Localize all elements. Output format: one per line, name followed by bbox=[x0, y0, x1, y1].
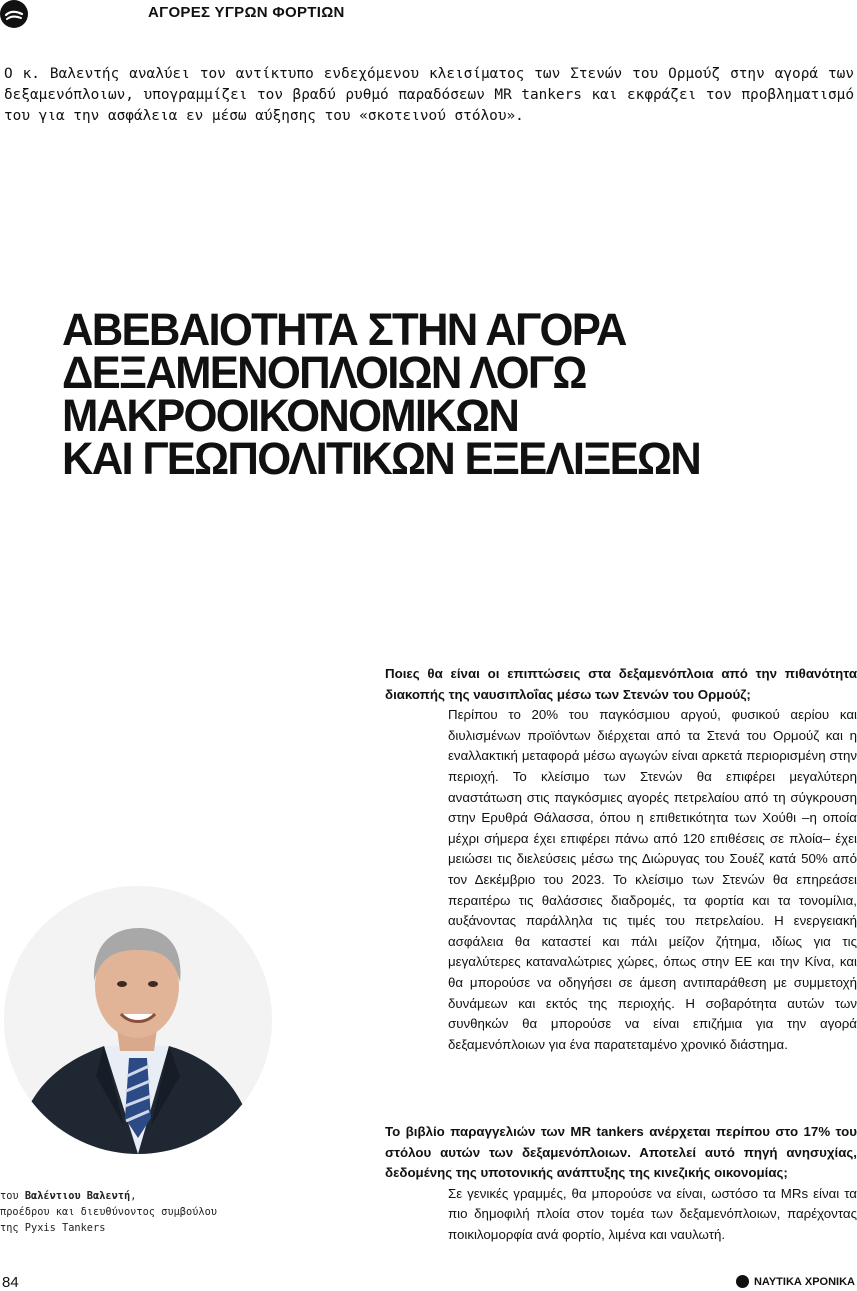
answer-1: Περίπου το 20% του παγκόσμιου αργού, φυσικού αερίου και διυλισμένων προϊόντων διέρχεται από τα Στενά του Ορμούζ και η εναλλακτική μεταφορά μέσω αγωγών είναι αρκετά περιορισμένη στην περιοχή. Το κλείσιμο των Στενών θα επιφέρει μεγαλύτερη αναστάτωση στις παγκόσμιες αγορές πετρελαίου από τη σύγκρουση στην Ερυθρά Θάλασσα, όπου η επιθετικότητα των Χούθι –η οποία μέχρι σήμερα έχει επιφέρει πάνω από 120 επιθέσεις σε πλοία– έχει μειώσει τις διελεύσεις μέσω της Διώρυγας του Σουέζ κατά 50% από τον Δεκέμβριο του 2023. Το κλείσιμο των Στενών θα επηρεάσει περαιτέρω τις θαλάσσιες διαδρομές, τα φορτία και τα τονομίλια, αυξάνοντας παράλληλα τις τιμές του πετρελαίου. Η ενεργειακή ασφάλεια θα καταστεί και πάλι μείζον ζήτημα, ιδίως για τις μεγαλύτερες καταναλώτριες χώρες, όπως στην ΕΕ και την Κίνα, και θα μπορούσε να οδηγήσει σε άμεση αντιπαράθεση με συμμετοχή δυνάμεων και εκτός της περιοχής. Η σοβαρότητα αυτών των συνθηκών θα μπορούσε να είναι επιζήμια για την αγορά δεξαμενόπλοιων για ένα παρατεταμένο χρονικό διάστημα. bbox=[448, 707, 857, 1052]
question-1: Ποιες θα είναι οι επιπτώσεις στα δεξαμενόπλοια από την πιθανότητα διακοπής της ναυσιπλοΐας μέσω των Στενών του Ορμούζ; bbox=[385, 666, 857, 702]
magazine-logo-icon bbox=[0, 0, 28, 28]
headline-line: ΜΑΚΡΟΟΙΚΟΝΟΜΙΚΩΝ bbox=[62, 390, 519, 441]
article-headline bbox=[62, 304, 828, 484]
page-number: 84 bbox=[2, 1274, 19, 1291]
interview-block-2 bbox=[385, 1122, 857, 1246]
photo-caption bbox=[0, 1188, 250, 1236]
headline-line: ΑΒΕΒΑΙΟΤΗΤΑ ΣΤΗΝ ΑΓΟΡΑ bbox=[62, 304, 626, 355]
question-2: Το βιβλίο παραγγελιών των MR tankers ανέρχεται περίπου στο 17% του στόλου αυτών των δεξαμενόπλοιων. Αποτελεί αυτό πηγή ανησυχίας, δεδομένης της υποτονικής ανάπτυξης της κινεζικής οικονομίας; bbox=[385, 1124, 857, 1181]
answer-2: Σε γενικές γραμμές, θα μπορούσε να είναι, ωστόσο τα MRs είναι τα πιο δημοφιλή πλοία στον τομέα των δεξαμενόπλοιων, παρέχοντας ποικιλομορφία ανά φορτίο, λιμένα και ναυλωτή. bbox=[448, 1185, 857, 1242]
publication-brand bbox=[736, 1275, 855, 1288]
caption-name-line: του Βαλέντιου Βαλεντή, bbox=[0, 1190, 137, 1202]
intro-paragraph: Ο κ. Βαλεντής αναλύει τον αντίκτυπο ενδεχόμενου κλεισίματος των Στενών του Ορμούζ στην αγορά των δεξαμενόπλοιων, υπογραμμίζει τον βραδύ ρυθμό παραδόσεων MR tankers και εκφράζει τον προβληματισμό του για την ασφάλεια εν μέσω αύξησης του «σκοτεινού στόλου». bbox=[4, 66, 854, 124]
section-title: ΑΓΟΡΕΣ ΥΓΡΩΝ ΦΟΡΤΙΩΝ bbox=[148, 4, 345, 21]
person-name: Βαλέντιου Βαλεντή bbox=[24, 1190, 131, 1202]
portrait-photo bbox=[4, 886, 272, 1154]
headline-line: ΚΑΙ ΓΕΩΠΟΛΙΤΙΚΩΝ ΕΞΕΛΙΞΕΩΝ bbox=[62, 433, 701, 484]
interview-block-1 bbox=[385, 664, 857, 1055]
brand-name: ΝΑΥΤΙΚΑ ΧΡΟΝΙΚΑ bbox=[753, 1275, 855, 1288]
caption-role-line: προέδρου και διευθύνοντος συμβούλου bbox=[0, 1206, 217, 1218]
headline-line: ΔΕΞΑΜΕΝΟΠΛΟΙΩΝ ΛΟΓΩ bbox=[62, 347, 586, 398]
brand-logo-icon bbox=[736, 1275, 749, 1288]
caption-company-line: της Pyxis Tankers bbox=[0, 1222, 106, 1234]
